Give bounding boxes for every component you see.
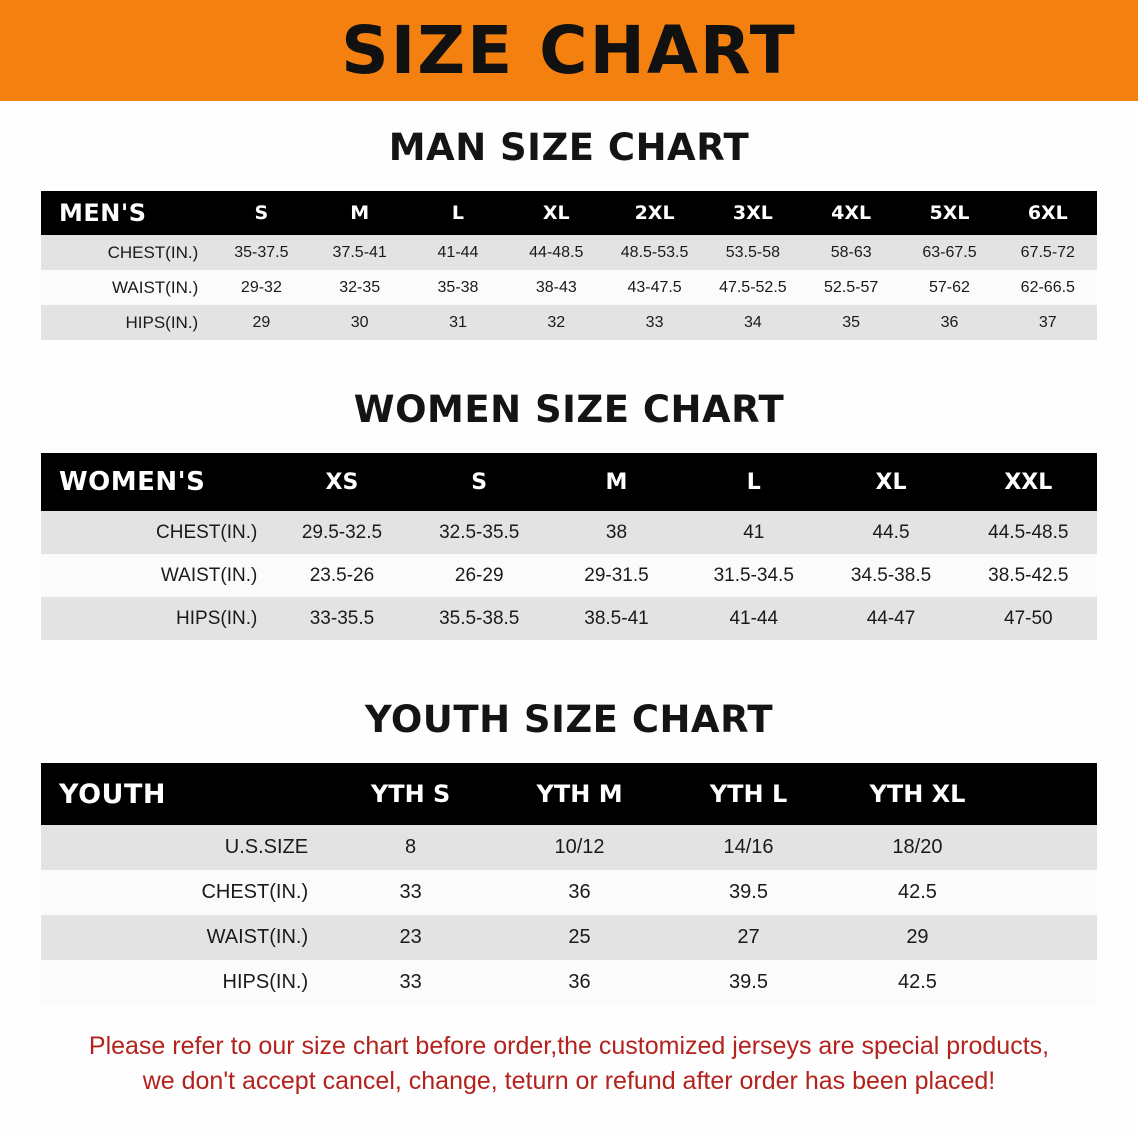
cell: 35-38 (437, 278, 479, 296)
women-col-header: XL (875, 469, 907, 495)
row-label: CHEST(IN.) (107, 242, 199, 262)
row-label: WAIST(IN.) (206, 926, 309, 948)
cell: 29.5-32.5 (301, 521, 383, 543)
cell: 29-32 (240, 278, 282, 296)
cell: 29-31.5 (584, 564, 649, 586)
cell: 33 (645, 313, 664, 331)
policy-note (36, 1029, 1102, 1098)
man-size-table (41, 191, 1097, 340)
cell: 47.5-52.5 (719, 278, 787, 296)
youth-size-table-wrap (41, 763, 1097, 1005)
cell: 18/20 (892, 836, 943, 858)
man-col-header: M (350, 202, 370, 224)
cell: 14/16 (723, 836, 774, 858)
cell: 57-62 (929, 278, 970, 296)
man-col-header: 4XL (831, 202, 872, 224)
man-col-header: L (451, 202, 465, 224)
cell: 31.5-34.5 (713, 564, 794, 586)
cell: 43-47.5 (627, 278, 682, 296)
row-label: HIPS(IN.) (176, 607, 258, 629)
page-title: SIZE CHART (341, 11, 797, 89)
table-row (41, 305, 1097, 340)
cell: 23 (399, 926, 422, 948)
cell: 58-63 (830, 243, 872, 261)
youth-corner-label: YOUTH (59, 778, 166, 810)
row-label: CHEST(IN.) (156, 521, 258, 543)
youth-col-header: YTH M (536, 780, 623, 808)
policy-note-line-1: Please refer to our size chart before order,the customized jerseys are special products, (88, 1032, 1050, 1060)
cell: 37.5-41 (332, 243, 387, 261)
cell: 38-43 (535, 278, 577, 296)
cell: 8 (405, 836, 417, 858)
women-col-header: XXL (1004, 469, 1053, 495)
cell: 39.5 (729, 881, 768, 903)
cell: 38.5-41 (584, 607, 649, 629)
man-col-header: S (254, 202, 269, 224)
cell: 38 (605, 521, 628, 543)
cell: 47-50 (1004, 607, 1053, 629)
women-corner-label: WOMEN'S (59, 467, 206, 497)
table-row (41, 825, 1097, 870)
table-row (41, 511, 1097, 554)
cell: 35 (842, 313, 861, 331)
cell: 62-66.5 (1020, 278, 1075, 296)
man-col-header: XL (542, 202, 570, 224)
youth-col-header: YTH L (709, 780, 788, 808)
cell: 42.5 (897, 881, 937, 903)
cell: 23.5-26 (309, 564, 375, 586)
cell: 25 (568, 926, 591, 948)
cell: 36 (568, 881, 591, 903)
cell: 32 (547, 313, 566, 331)
row-label: HIPS(IN.) (222, 971, 309, 993)
cell: 33 (399, 971, 422, 993)
women-size-table (41, 453, 1097, 640)
youth-col-spacer (1002, 763, 1097, 825)
cell: 44.5-48.5 (988, 521, 1069, 543)
table-row (41, 960, 1097, 1005)
table-header-row (41, 763, 1097, 825)
cell: 30 (350, 313, 369, 331)
cell: 31 (449, 313, 467, 331)
table-header-row (41, 453, 1097, 511)
table-header-row (41, 191, 1097, 235)
cell: 29 (906, 926, 929, 948)
cell: 42.5 (897, 971, 937, 993)
table-row (41, 554, 1097, 597)
man-col-header: 5XL (929, 202, 970, 224)
cell: 33 (399, 881, 422, 903)
cell: 37 (1038, 313, 1057, 331)
cell: 53.5-58 (725, 243, 780, 261)
cell: 63-67.5 (922, 243, 977, 261)
cell-spacer (1002, 870, 1097, 915)
women-col-header: L (746, 469, 761, 495)
man-col-header: 3XL (732, 202, 773, 224)
cell: 32-35 (339, 278, 381, 296)
cell: 35-37.5 (234, 243, 289, 261)
cell: 41-44 (437, 243, 479, 261)
youth-section-heading: YOUTH SIZE CHART (364, 698, 774, 741)
cell-spacer (1002, 825, 1097, 870)
cell: 48.5-53.5 (620, 243, 689, 261)
row-label: CHEST(IN.) (201, 881, 309, 903)
cell: 67.5-72 (1020, 243, 1075, 261)
cell: 38.5-42.5 (988, 564, 1069, 586)
cell: 41 (743, 521, 765, 543)
man-size-table-wrap (41, 191, 1097, 340)
youth-col-header: YTH XL (869, 780, 966, 808)
cell: 36 (568, 971, 591, 993)
cell: 41-44 (729, 607, 779, 629)
table-row (41, 270, 1097, 305)
cell: 29 (252, 313, 271, 331)
cell: 10/12 (554, 836, 605, 858)
cell-spacer (1002, 960, 1097, 1005)
women-col-header: S (471, 469, 488, 495)
row-label: U.S.SIZE (224, 836, 309, 858)
cell: 26-29 (454, 564, 504, 586)
women-col-header: XS (325, 469, 359, 495)
cell: 34 (743, 313, 762, 331)
cell: 35.5-38.5 (439, 607, 520, 629)
row-label: WAIST(IN.) (160, 564, 258, 586)
table-row (41, 235, 1097, 270)
youth-col-header: YTH S (370, 780, 451, 808)
cell: 44.5 (872, 521, 910, 543)
cell: 33-35.5 (309, 607, 375, 629)
women-size-table-wrap (41, 453, 1097, 640)
cell: 39.5 (729, 971, 768, 993)
cell: 34.5-38.5 (850, 564, 932, 586)
cell: 52.5-57 (824, 278, 879, 296)
table-row (41, 597, 1097, 640)
row-label: WAIST(IN.) (111, 277, 199, 297)
cell-spacer (1002, 915, 1097, 960)
cell: 44-48.5 (529, 243, 584, 261)
cell: 36 (940, 313, 959, 331)
page-banner (0, 0, 1138, 101)
women-col-header: M (605, 469, 628, 495)
youth-size-table (41, 763, 1097, 1005)
table-row (41, 915, 1097, 960)
row-label: HIPS(IN.) (125, 312, 199, 332)
man-col-header: 6XL (1027, 202, 1068, 224)
policy-note-line-2: we don't accept cancel, change, teturn or refund after order has been placed! (142, 1066, 996, 1095)
man-corner-label: MEN'S (59, 199, 147, 227)
man-section-heading: MAN SIZE CHART (388, 126, 750, 169)
women-section-heading: WOMEN SIZE CHART (353, 388, 785, 431)
cell: 44-47 (866, 607, 916, 629)
cell: 32.5-35.5 (439, 521, 520, 543)
table-row (41, 870, 1097, 915)
cell: 27 (737, 926, 760, 948)
man-col-header: 2XL (634, 202, 675, 224)
